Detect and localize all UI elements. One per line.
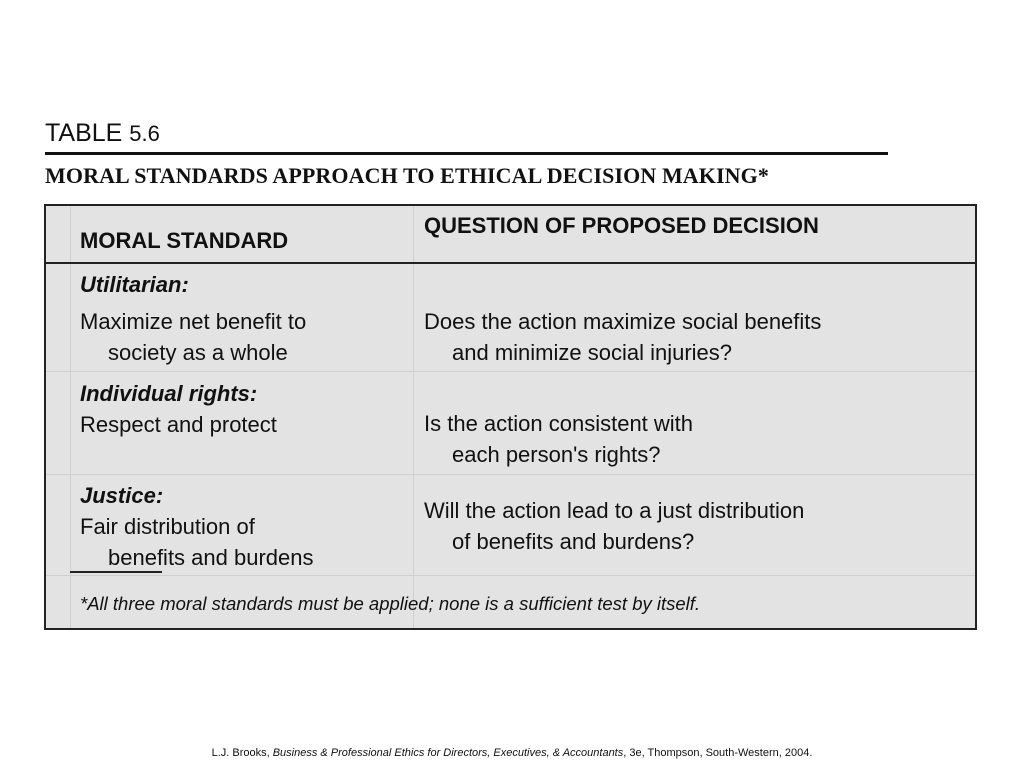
row-justice-standard xyxy=(80,480,314,573)
standard-description: benefits and burdens xyxy=(108,545,314,570)
standard-description: Respect and protect xyxy=(80,412,277,437)
row-divider xyxy=(46,575,975,576)
table-subtitle: MORAL STANDARDS APPROACH TO ETHICAL DECISION MAKING* xyxy=(45,163,769,188)
row-rights-question xyxy=(424,408,693,470)
citation-book-title: Business & Professional Ethics for Directors, Executives, & Accountants xyxy=(272,747,624,759)
row-divider xyxy=(46,371,975,372)
header-divider xyxy=(46,262,975,264)
standard-name: Justice: xyxy=(80,483,164,508)
question-text: Is the action consistent with xyxy=(424,411,694,436)
moral-standards-table xyxy=(44,204,977,630)
table-title xyxy=(45,118,160,149)
question-text: Will the action lead to a just distribution xyxy=(424,498,805,523)
question-text: Does the action maximize social benefits xyxy=(424,309,822,334)
citation-publisher: , 3e, Thompson, South-Western, 2004. xyxy=(623,747,813,759)
question-text: of benefits and burdens? xyxy=(452,529,695,554)
column-divider xyxy=(70,206,71,628)
standard-description: society as a whole xyxy=(108,340,288,365)
title-divider xyxy=(45,152,888,155)
standard-name: Individual rights: xyxy=(80,381,258,406)
question-text: and minimize social injuries? xyxy=(452,340,733,365)
table-label: TABLE xyxy=(45,119,123,147)
decorative-rule xyxy=(70,571,162,573)
source-citation xyxy=(0,746,1024,760)
row-utilitarian-standard xyxy=(80,269,306,368)
standard-description: Maximize net benefit to xyxy=(80,309,307,334)
standard-description: Fair distribution of xyxy=(80,514,255,539)
row-rights-standard xyxy=(80,378,277,440)
header-moral-standard: MORAL STANDARD xyxy=(80,228,289,253)
column-divider xyxy=(413,206,414,628)
row-utilitarian-question xyxy=(424,306,821,368)
table-number: 5.6 xyxy=(129,121,160,146)
standard-name: Utilitarian: xyxy=(80,272,189,297)
question-text: each person's rights? xyxy=(452,442,661,467)
row-divider xyxy=(46,474,975,475)
citation-author: L.J. Brooks, xyxy=(211,747,273,759)
row-justice-question xyxy=(424,495,804,557)
header-question: QUESTION OF PROPOSED DECISION xyxy=(424,213,819,238)
table-footnote: *All three moral standards must be applied; none is a sufficient test by itself. xyxy=(80,593,701,614)
